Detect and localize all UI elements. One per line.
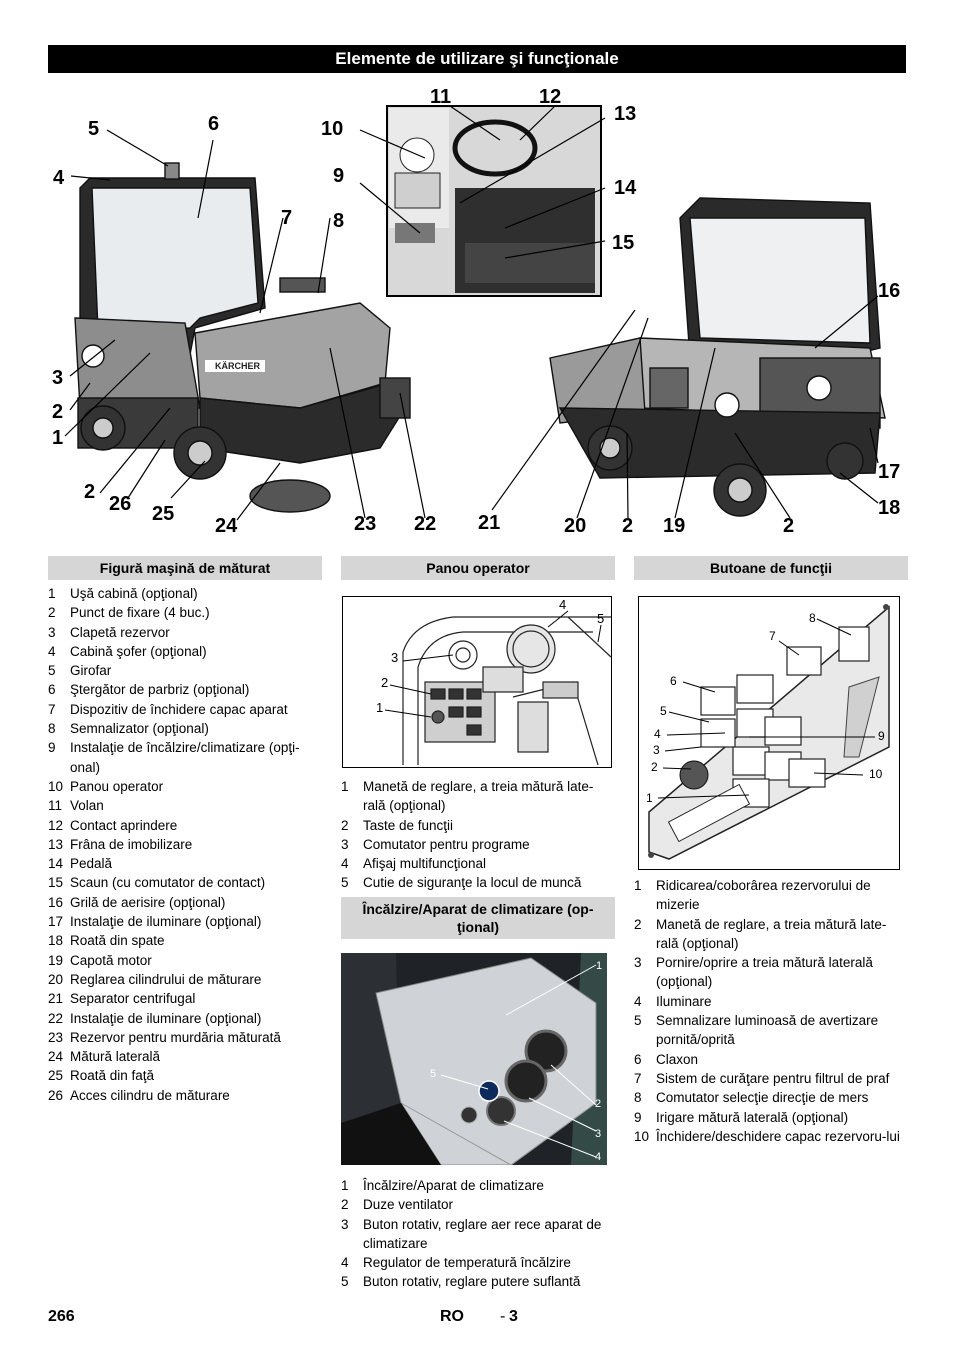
item-number: 1 (341, 1178, 349, 1193)
op-callout-3: 3 (391, 650, 399, 665)
callout-15: 15 (612, 232, 635, 254)
list-item (341, 777, 615, 816)
list-item (48, 951, 322, 970)
fn-callout-10: 10 (869, 767, 883, 781)
item-number: 8 (48, 721, 56, 737)
list-item (48, 642, 322, 661)
callout-11: 11 (430, 86, 452, 108)
item-text: Punct de fixare (4 buc.) (70, 605, 210, 621)
fn-callout-8: 8 (809, 611, 816, 625)
callout-6: 6 (208, 113, 220, 135)
function-buttons-list (634, 876, 908, 1146)
callout-18: 18 (878, 497, 901, 519)
callout-2b: 2 (84, 481, 96, 503)
item-number: 9 (48, 740, 56, 756)
item-text: Frâna de imobilizare (70, 836, 193, 852)
item-text: Capotă motor (70, 952, 152, 968)
item-text: Separator centrifugal (70, 991, 196, 1007)
item-number: 6 (48, 682, 56, 698)
list-item (634, 915, 908, 954)
machine-overview-figure (0, 78, 954, 548)
item-number: 4 (634, 993, 642, 1009)
list-item (48, 603, 322, 622)
op-callout-5: 5 (597, 611, 605, 626)
callout-16: 16 (878, 280, 901, 302)
sweeper-parts-list (48, 584, 322, 1105)
heat-callout-2: 2 (595, 1098, 602, 1110)
list-item (48, 912, 322, 931)
list-item (634, 953, 908, 992)
list-item (48, 661, 322, 680)
callout-21: 21 (478, 512, 501, 534)
item-text: Volan (70, 798, 104, 814)
callout-2d: 2 (783, 515, 795, 537)
list-item (48, 1047, 322, 1066)
fn-callout-6: 6 (670, 674, 677, 688)
list-item (48, 719, 322, 738)
section-number: 3 (509, 1308, 518, 1325)
callout-13: 13 (614, 103, 637, 125)
item-number: 11 (48, 798, 63, 814)
item-text: Acces cilindru de măturare (70, 1087, 230, 1103)
fn-callout-4: 4 (654, 727, 661, 741)
operator-panel-list (341, 777, 615, 893)
item-text: Iluminare (656, 993, 712, 1009)
function-buttons-heading: Butoane de funcţii (634, 556, 908, 580)
op-callout-1: 1 (376, 700, 384, 715)
item-number: 15 (48, 875, 64, 891)
list-item (48, 931, 322, 950)
callout-10: 10 (321, 118, 344, 140)
list-item (48, 816, 322, 835)
cab-interior-inset (387, 106, 601, 296)
list-item (341, 873, 615, 892)
item-text: Manetă de reglare, a treia mătură late-rală (opţional) (363, 779, 594, 814)
list-item (48, 584, 322, 603)
list-item (48, 989, 322, 1008)
callout-17: 17 (878, 461, 901, 483)
item-number: 8 (634, 1090, 642, 1106)
item-number: 16 (48, 894, 64, 910)
item-number: 7 (634, 1070, 642, 1086)
callout-24: 24 (215, 515, 238, 537)
heat-callout-1: 1 (596, 960, 603, 972)
callout-12: 12 (539, 86, 562, 108)
item-number: 3 (341, 1216, 349, 1232)
heat-callout-5: 5 (430, 1068, 437, 1080)
item-number: 1 (634, 878, 642, 893)
callout-14: 14 (614, 177, 637, 199)
brand-logo: KÄRCHER (215, 361, 260, 371)
list-item (341, 1176, 615, 1195)
item-text: Cabină şofer (opţional) (70, 643, 207, 659)
item-text: Claxon (656, 1051, 699, 1067)
fn-callout-9: 9 (878, 729, 885, 743)
item-text: Scaun (cu comutator de contact) (70, 875, 266, 891)
callout-19: 19 (663, 515, 686, 537)
list-item (634, 1011, 908, 1050)
item-number: 10 (48, 778, 64, 794)
list-item (48, 970, 322, 989)
list-item (341, 835, 615, 854)
fn-callout-1: 1 (646, 791, 653, 805)
list-item (341, 1195, 615, 1214)
operator-panel-figure (342, 596, 612, 768)
list-item (48, 1009, 322, 1028)
list-item (634, 876, 908, 915)
callout-8: 8 (333, 210, 345, 232)
item-number: 5 (634, 1013, 642, 1029)
heating-list (341, 1176, 615, 1292)
item-number: 26 (48, 1087, 64, 1103)
list-item (48, 680, 322, 699)
item-number: 2 (634, 916, 642, 932)
operator-panel-heading: Panou operator (341, 556, 615, 580)
list-item (48, 796, 322, 815)
item-number: 5 (48, 663, 56, 679)
list-item (634, 1069, 908, 1088)
fn-callout-5: 5 (660, 704, 667, 718)
item-text: Încălzire/Aparat de climatizare (363, 1178, 544, 1193)
list-item (48, 700, 322, 719)
item-number: 2 (341, 1197, 349, 1213)
list-item (634, 992, 908, 1011)
item-number: 18 (48, 933, 64, 949)
item-text: Semnalizare luminoasă de avertizare pornită/oprită (656, 1013, 879, 1048)
callout-4: 4 (53, 167, 65, 189)
list-item (48, 623, 322, 642)
item-text: Taste de funcţii (363, 817, 454, 833)
item-number: 5 (341, 875, 349, 891)
callout-7: 7 (281, 207, 293, 229)
item-text: Cutie de siguranţe la locul de muncă (363, 875, 582, 891)
item-text: Dispozitiv de închidere capac aparat (70, 701, 288, 717)
item-text: Irigare mătură laterală (opţional) (656, 1109, 849, 1125)
item-text: Buton rotativ, reglare putere suflantă (363, 1274, 581, 1290)
callout-20: 20 (564, 515, 587, 537)
item-number: 5 (341, 1274, 349, 1290)
op-callout-2: 2 (381, 675, 389, 690)
item-number: 1 (341, 779, 349, 794)
heat-callout-4: 4 (595, 1151, 602, 1163)
heating-unit-photo (341, 953, 607, 1165)
item-text: Roată din faţă (70, 1068, 155, 1084)
list-item (634, 1050, 908, 1069)
list-item (634, 1088, 908, 1107)
list-item (48, 777, 322, 796)
callout-2: 2 (52, 401, 64, 423)
callout-3: 3 (52, 367, 64, 389)
item-number: 17 (48, 914, 64, 930)
page-number: 266 (48, 1308, 75, 1325)
item-number: 14 (48, 856, 64, 872)
list-item (48, 854, 322, 873)
item-text: Clapetă rezervor (70, 624, 170, 640)
item-number: 4 (341, 1255, 349, 1271)
item-number: 25 (48, 1068, 64, 1084)
item-text: Închidere/deschidere capac rezervoru-lui (656, 1128, 900, 1144)
item-text: Pornire/oprire a treia mătură laterală (opţional) (656, 955, 873, 990)
sweeper-section-heading: Figură maşină de măturat (48, 556, 322, 580)
item-text: Regulator de temperatură încălzire (363, 1255, 571, 1271)
item-text: Contact aprindere (70, 817, 178, 833)
list-item (634, 1108, 908, 1127)
callout-26: 26 (109, 493, 132, 515)
item-text: Instalaţie de încălzire/climatizare (opţi-onal) (70, 740, 300, 775)
item-text: Ştergător de parbriz (opţional) (70, 682, 250, 698)
callout-1: 1 (52, 427, 64, 449)
footer-separator: - (500, 1308, 506, 1325)
callout-23: 23 (354, 513, 377, 535)
item-text: Reglarea cilindrului de măturare (70, 971, 262, 987)
op-callout-4: 4 (559, 597, 567, 612)
item-number: 22 (48, 1010, 64, 1026)
list-item (48, 893, 322, 912)
item-number: 13 (48, 836, 64, 852)
list-item (48, 738, 322, 777)
callout-22: 22 (414, 513, 437, 535)
list-item (341, 1215, 615, 1254)
item-text: Girofar (70, 663, 112, 679)
fn-callout-2: 2 (651, 760, 658, 774)
item-text: Instalaţie de iluminare (opţional) (70, 914, 262, 930)
item-text: Uşă cabină (opţional) (70, 586, 198, 601)
item-text: Ridicarea/coborârea rezervorului de mizerie (656, 878, 871, 913)
list-item (341, 1253, 615, 1272)
item-text: Comutator selecţie direcţie de mers (656, 1090, 869, 1106)
item-text: Panou operator (70, 778, 164, 794)
item-number: 3 (634, 955, 642, 971)
list-item (341, 816, 615, 835)
item-number: 23 (48, 1029, 64, 1045)
list-item (48, 1028, 322, 1047)
item-text: Instalaţie de iluminare (opţional) (70, 1010, 262, 1026)
item-text: Semnalizator (opţional) (70, 721, 209, 737)
item-number: 3 (48, 624, 56, 640)
item-text: Roată din spate (70, 933, 165, 949)
item-number: 20 (48, 971, 64, 987)
item-number: 1 (48, 586, 56, 601)
fn-callout-3: 3 (653, 743, 660, 757)
item-number: 7 (48, 701, 56, 717)
page-title: Elemente de utilizare şi funcţionale (48, 45, 906, 73)
list-item (48, 1066, 322, 1085)
item-number: 10 (634, 1128, 650, 1144)
item-text: Afişaj multifuncţional (363, 856, 487, 872)
sweeper-front-view (75, 163, 410, 512)
item-text: Rezervor pentru murdăria măturată (70, 1029, 281, 1045)
item-number: 4 (341, 856, 349, 872)
item-text: Grilă de aerisire (opţional) (70, 894, 226, 910)
list-item (341, 854, 615, 873)
callout-2c: 2 (622, 515, 634, 537)
item-number: 3 (341, 836, 349, 852)
callout-25: 25 (152, 503, 175, 525)
callout-9: 9 (333, 165, 345, 187)
item-number: 12 (48, 817, 64, 833)
item-text: Mătură laterală (70, 1049, 161, 1065)
list-item (48, 873, 322, 892)
heat-callout-3: 3 (595, 1128, 602, 1140)
item-text: Manetă de reglare, a treia mătură late-rală (opţional) (656, 916, 887, 951)
item-number: 19 (48, 952, 64, 968)
item-number: 21 (48, 991, 64, 1007)
callout-5: 5 (88, 118, 100, 140)
list-item (341, 1272, 615, 1291)
function-buttons-figure (638, 596, 900, 870)
item-number: 6 (634, 1051, 642, 1067)
item-number: 24 (48, 1049, 64, 1065)
list-item (634, 1127, 908, 1146)
item-number: 2 (48, 605, 56, 621)
list-item (48, 835, 322, 854)
item-number: 9 (634, 1109, 642, 1125)
heating-section-heading: Încălzire/Aparat de climatizare (op-ţional) (341, 897, 615, 939)
fn-callout-7: 7 (769, 629, 776, 643)
item-number: 2 (341, 817, 349, 833)
language-code: RO (440, 1308, 464, 1325)
item-text: Sistem de curăţare pentru filtrul de praf (656, 1070, 890, 1086)
list-item (48, 1086, 322, 1105)
item-text: Comutator pentru programe (363, 836, 530, 852)
item-text: Pedală (70, 856, 113, 872)
item-text: Buton rotativ, reglare aer rece aparat de climatizare (363, 1216, 602, 1251)
item-number: 4 (48, 643, 56, 659)
item-text: Duze ventilator (363, 1197, 454, 1213)
